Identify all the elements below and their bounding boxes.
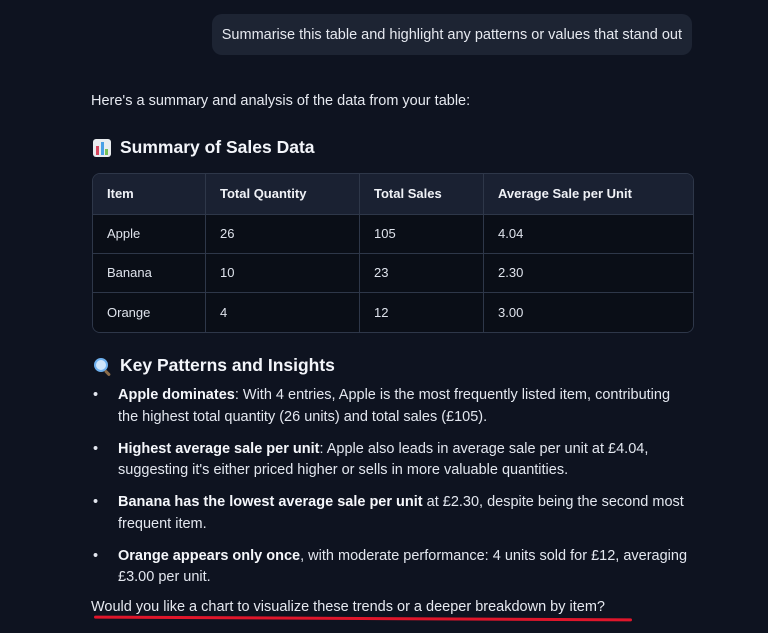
column-header-average-sale: Average Sale per Unit — [484, 174, 694, 214]
list-item — [92, 439, 692, 482]
table-cell: Banana — [93, 253, 206, 292]
insight-text: at £2.30, despite being the second most frequent item. — [118, 494, 684, 532]
bullet-dot: • — [93, 440, 99, 457]
insight-text: : With 4 entries, Apple is the most frequently listed item, contributing the highest total quantity (26 units) and total sales (£105). — [118, 387, 671, 425]
column-header-item: Item — [93, 174, 206, 214]
magnifying-glass-icon — [93, 357, 111, 375]
table-cell: Apple — [93, 214, 206, 253]
table-cell: 105 — [360, 214, 484, 253]
summary-heading-text: Summary of Sales Data — [120, 137, 315, 157]
insight-bold-text: Highest average sale per unit — [118, 440, 320, 457]
sales-summary-table — [92, 173, 694, 333]
bar-chart-icon — [93, 139, 111, 157]
table-cell: 23 — [360, 253, 484, 292]
annotation-underline — [94, 616, 632, 622]
table-cell: 4.04 — [484, 214, 694, 253]
table-row — [93, 293, 693, 332]
table-row — [93, 253, 693, 292]
bullet-dot: • — [93, 547, 99, 564]
user-message-bubble — [212, 14, 692, 55]
bullet-dot: • — [93, 494, 99, 510]
list-item — [92, 385, 692, 428]
insight-bold-text: Apple dominates — [118, 387, 235, 403]
column-header-total-sales: Total Sales — [360, 174, 484, 214]
user-message-text: Summarise this table and highlight any patterns or values that stand out — [221, 26, 682, 43]
table-header-row — [93, 174, 693, 214]
bullet-dot: • — [93, 387, 99, 403]
insights-heading-text: Key Patterns and Insights — [120, 355, 335, 375]
follow-up-question: Would you like a chart to visualize these trends or a deeper breakdown by item? — [91, 599, 605, 615]
table-cell: 2.30 — [484, 253, 694, 292]
table-cell: 4 — [206, 293, 360, 332]
insight-text: , with moderate performance: 4 units sold for £12, averaging £3.00 per unit. — [118, 547, 688, 585]
table-cell: 12 — [360, 293, 484, 332]
insights-list — [92, 385, 692, 599]
summary-heading — [93, 137, 315, 158]
column-header-total-quantity: Total Quantity — [206, 174, 360, 214]
insight-bold-text: Banana has the lowest average sale per unit — [118, 494, 423, 510]
response-intro: Here's a summary and analysis of the data from your table: — [91, 93, 471, 109]
list-item — [92, 546, 692, 589]
table-row — [93, 214, 693, 253]
table-cell: Orange — [93, 293, 206, 332]
insight-text: : Apple also leads in average sale per unit at £4.04, suggesting it's either priced higher or sells in more valuable quantities. — [118, 440, 649, 478]
insight-bold-text: Orange appears only once — [118, 547, 301, 564]
table-cell: 10 — [206, 253, 360, 292]
insights-heading — [93, 355, 335, 376]
list-item — [92, 492, 692, 535]
table-cell: 3.00 — [498, 305, 524, 321]
table-cell: 26 — [206, 214, 360, 253]
